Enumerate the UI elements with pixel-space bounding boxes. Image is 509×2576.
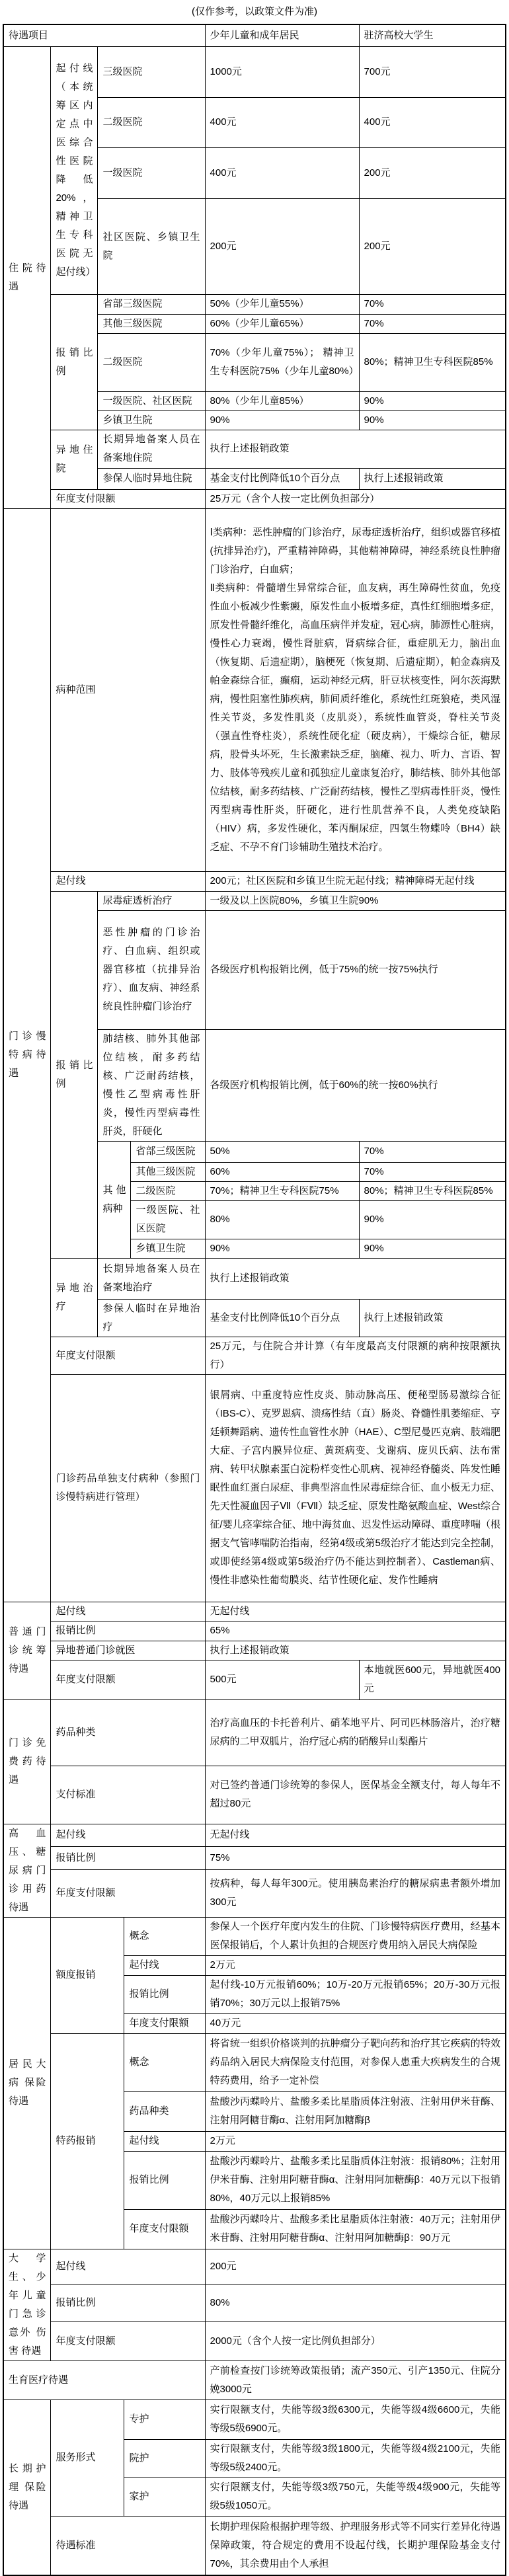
row-label-accident-annual: 年度支付限额	[51, 2322, 205, 2361]
value-resident: 50%（少年儿童55%）	[205, 294, 359, 314]
row-label-chronic-ratio: 报销比例	[51, 891, 98, 1258]
row-label-disease-scope: 病种范围	[51, 508, 205, 871]
value-merged: 盐酸沙丙蝶呤片、盐酸多柔比星脂质体注射液：报销80%；注射用伊米苷酶、注射用阿糖苷酶α、注射用阿加糖酶β：40万元以下报销80%，40万元以上报销85%	[205, 2151, 506, 2209]
value-merged: 75%	[205, 1847, 506, 1870]
value-resident: 400元	[205, 97, 359, 147]
table-row	[3, 1660, 506, 1699]
row-label-pay-standard: 支付标准	[51, 1766, 205, 1824]
table-row	[3, 1824, 506, 1847]
value-merged: 25万元，与住院合并计算（有年度最高支付限额的病种按限额执行）	[205, 1337, 506, 1374]
value-resident: 90%	[205, 410, 359, 430]
value-resident: 500元	[205, 1660, 359, 1699]
value-resident: 80%	[205, 1200, 359, 1239]
tier-label: 乡镇卫生院	[131, 1239, 205, 1258]
row-label-hosp-deductible: 起付线（本统筹区内定点中医综合性医院降低20%，精神卫生专科医院无起付线）	[51, 46, 98, 294]
table-row	[3, 1374, 506, 1602]
disease-label: 恶性肿瘤的门诊治疗、白血病、组织或器官移植（抗排异治疗）、血友病、神经系统良性肿瘤门诊治疗	[98, 910, 205, 1029]
section-general-outpatient: 普通门诊统筹待遇	[3, 1602, 51, 1699]
table-row	[3, 508, 506, 871]
value-student: 90%	[359, 391, 506, 410]
value-student: 执行上述报销政策	[359, 1299, 506, 1337]
row-label-care-standard: 待遇标准	[51, 2516, 205, 2575]
tier-label: 一级医院、社区医院	[131, 1200, 205, 1239]
value-merged: 2万元	[205, 2131, 506, 2151]
value-merged: 执行上述报销政策	[205, 430, 506, 468]
value-merged: 200元	[205, 2249, 506, 2284]
value-merged: 200元；社区医院和乡镇卫生院无起付线；精神障碍无起付线	[205, 871, 506, 891]
value-merged: 长期护理保险根据护理等级、护理服务形式等不同实行差异化待遇保障政策，符合规定的费用不设起付线，长期护理保险基金支付70%，其余费用由个人承担	[205, 2516, 506, 2575]
value-resident: 90%	[205, 1239, 359, 1258]
value-merged: 各级医疗机构报销比例，低于75%的统一按75%执行	[205, 910, 506, 1029]
value-merged: 2万元	[205, 1955, 506, 1975]
value-merged: 80%	[205, 2284, 506, 2322]
value-student: 200元	[359, 198, 506, 294]
tier-label: 二级医院	[131, 1181, 205, 1200]
section-htn-diabetes: 高血压、糖尿病门诊用药待遇	[3, 1824, 51, 1917]
section-long-term-care: 长期护理 保险待遇	[3, 2400, 51, 2575]
section-chronic-outpatient: 门诊慢特病待遇	[3, 508, 51, 1602]
value-resident: 50%	[205, 1141, 359, 1162]
table-row	[3, 1699, 506, 1766]
row-label-hosp-offsite: 异地住院	[51, 430, 98, 489]
tier-label: 参保人临时在异地治疗	[98, 1299, 205, 1337]
tier-label: 一级医院、社区医院	[98, 391, 205, 410]
value-student: 本地就医600元，异地就医400元	[359, 1660, 506, 1699]
value-merged: 实行限额支付，失能等级3级1800元，失能等级4级2100元，失能等级5级2400元。	[205, 2439, 506, 2478]
disease-class2: Ⅱ类病种：骨髓增生异常综合征，血友病，再生障碍性贫血，免疫性血小板减少性紫癜，原发性血小板增多症，真性红细胞增多症，原发性骨髓纤维化，高血压病伴并发症，冠心病，肺源性心脏病，慢性心力衰竭，慢性肾脏病，肾病综合征，重症肌无力，脑出血（恢复期、后遗症期），脑梗死（恢复期、后遗症期），帕金森病及帕金森综合征，癫痫，运动神经元病，肝豆状核变性，阿尔茨海默病，慢性阻塞性肺疾病，肺间质纤维化，系统性红斑狼疮，类风湿性关节炎，多发性肌炎（皮肌炎），系统性血管炎，脊柱关节炎（强直性脊柱炎），系统性硬化症（硬皮病），干燥综合征，糖尿病，股骨头坏死，生长激素缺乏症，脑瘫、视力、听力、言语、智力、肢体等残疾儿童和孤独症儿童康复治疗，肺结核、肺外其他部位结核，耐多药结核、广泛耐药结核，慢性乙型病毒性肝炎，慢性丙型病毒性肝炎，肝硬化，进行性肌营养不良，人类免疫缺陷（HIV）病，多发性硬化，苯丙酮尿症，四氢生物蝶呤（BH4）缺乏症、不孕不育门诊辅助生殖技术治疗。	[210, 582, 501, 853]
row-label-hosp-annual: 年度支付限额	[51, 489, 205, 508]
value-merged: 治疗高血压的卡托普利片、硝苯地平片、阿司匹林肠溶片，治疗糖尿病的二甲双胍片，治疗冠心病的硝酸异山梨酯片	[205, 1699, 506, 1766]
table-row	[3, 1602, 506, 1621]
tier-label: 社区医院、乡镇卫生院	[98, 198, 205, 294]
sub-label: 报销比例	[124, 2151, 205, 2209]
value-student: 70%	[359, 294, 506, 314]
sub-label: 专护	[124, 2400, 205, 2439]
sub-label: 年度支付限额	[124, 2209, 205, 2249]
section-free-drug: 门诊免费药待遇	[3, 1699, 51, 1824]
value-resident: 60%（少年儿童65%）	[205, 314, 359, 333]
value-merged: 执行上述报销政策	[205, 1258, 506, 1299]
value-merged: 盐酸沙丙蝶呤片、盐酸多柔比星脂质体注射液、注射用伊米苷酶、注射用阿糖苷酶α、注射用阿加糖酶β	[205, 2091, 506, 2131]
table-row	[3, 1641, 506, 1660]
tier-label: 其他三级医院	[98, 314, 205, 333]
tier-label: 三级医院	[98, 46, 205, 97]
row-label-htn-ratio: 报销比例	[51, 1847, 205, 1870]
value-merged: 2000元（含个人按一定比例负担部分）	[205, 2322, 506, 2361]
row-label-general-annual: 年度支付限额	[51, 1660, 205, 1699]
row-label-other-diseases: 其他病种	[98, 1141, 131, 1258]
sub-label: 家护	[124, 2478, 205, 2516]
table-row	[3, 489, 506, 508]
value-merged: 起付线-10万元报销60%；10万-20万元报销65%；20万-30万元报销70%；30万元以上报销75%	[205, 1975, 506, 2013]
value-merged: 40万元	[205, 2013, 506, 2033]
table-row	[3, 2322, 506, 2361]
row-label-special-drug: 特药报销	[51, 2033, 124, 2249]
section-maternity: 生育医疗待遇	[3, 2361, 205, 2400]
value-merged: 按病种，每人每年300元。使用胰岛素治疗的糖尿病患者额外增加300元	[205, 1870, 506, 1917]
value-merged: 各级医疗机构报销比例，低于60%的统一按60%执行	[205, 1029, 506, 1141]
disease-label: 尿毒症透析治疗	[98, 891, 205, 910]
table-row	[3, 2284, 506, 2322]
tier-label: 一级医院	[98, 147, 205, 198]
disease-label: 肺结核、肺外其他部位结核，耐多药结核、广泛耐药结核，慢性乙型病毒性肝炎，慢性丙型病毒性肝炎，肝硬化	[98, 1029, 205, 1141]
table-row	[3, 2033, 506, 2091]
row-label-general-deductible: 起付线	[51, 1602, 205, 1621]
value-resident: 1000元	[205, 46, 359, 97]
value-merged: 对已签约普通门诊统筹的参保人，医保基金全额支付，每人每年不超过80元	[205, 1766, 506, 1824]
row-label-chronic-annual: 年度支付限额	[51, 1337, 205, 1374]
row-label-general-ratio: 报销比例	[51, 1621, 205, 1641]
row-label-separate-drug: 门诊药品单独支付病种（参照门诊慢特病进行管理）	[51, 1374, 205, 1602]
value-merged: 实行限额支付，失能等级3级750元，失能等级4级900元，失能等级5级1050元。	[205, 2478, 506, 2516]
tier-label: 长期异地备案人员在备案地住院	[98, 430, 205, 468]
row-label-hosp-ratio: 报销比例	[51, 294, 98, 430]
value-student: 70%	[359, 1162, 506, 1181]
tier-label: 参保人临时异地住院	[98, 468, 205, 489]
value-disease-scope	[205, 508, 506, 871]
value-merged: 产前检查按门诊统筹政策报销；流产350元、引产1350元、住院分娩3000元	[205, 2361, 506, 2400]
value-student: 700元	[359, 46, 506, 97]
value-student: 70%	[359, 1141, 506, 1162]
sub-label: 药品种类	[124, 2091, 205, 2131]
tier-label: 二级医院	[98, 97, 205, 147]
table-row	[3, 871, 506, 891]
row-label-htn-annual: 年度支付限额	[51, 1870, 205, 1917]
tier-label: 其他三级医院	[131, 1162, 205, 1181]
row-label-chronic-offsite: 异地治疗	[51, 1258, 98, 1337]
value-student: 200元	[359, 147, 506, 198]
value-resident: 基金支付比例降低10个百分点	[205, 1299, 359, 1337]
disease-class1: Ⅰ类病种：恶性肿瘤的门诊治疗，尿毒症透析治疗，组织或器官移植(抗排异治疗)，严重精神障碍，其他精神障碍，神经系统良性肿瘤门诊治疗，白血病；	[210, 526, 501, 575]
value-merged: 盐酸沙丙蝶呤片、盐酸多柔比星脂质体注射液：40万元；注射用伊米苷酶、注射用阿糖苷酶α、注射用阿加糖酶β：90万元	[205, 2209, 506, 2249]
section-hospitalization: 住院待遇	[3, 46, 51, 508]
row-label-chronic-deductible: 起付线	[51, 871, 205, 891]
section-major-illness: 居民大病 保险待遇	[3, 1917, 51, 2249]
row-label-drug-kinds: 药品种类	[51, 1699, 205, 1766]
value-resident: 400元	[205, 147, 359, 198]
table-row	[3, 430, 506, 468]
section-accident: 大学生、少年儿童门急诊意外 伤害 待遇	[3, 2249, 51, 2361]
value-merged: 65%	[205, 1621, 506, 1641]
sub-label: 报销比例	[124, 1975, 205, 2013]
value-merged: 25万元（含个人按一定比例负担部分）	[205, 489, 506, 508]
sub-label: 起付线	[124, 2131, 205, 2151]
tier-label: 乡镇卫生院	[98, 410, 205, 430]
table-row	[3, 1870, 506, 1917]
sub-label: 院护	[124, 2439, 205, 2478]
table-row	[3, 2361, 506, 2400]
sub-label: 起付线	[124, 1955, 205, 1975]
sub-label: 概念	[124, 2033, 205, 2091]
tier-label: 二级医院	[98, 333, 205, 391]
tier-label: 省部三级医院	[131, 1141, 205, 1162]
tier-label: 长期异地备案人员在备案地治疗	[98, 1258, 205, 1299]
value-merged: 参保人一个医疗年度内发生的住院、门诊慢特病医疗费用，经基本医保报销后，个人累计负担的合规医疗费用纳入居民大病保险	[205, 1917, 506, 1955]
value-resident: 80%（少年儿童85%）	[205, 391, 359, 410]
value-merged: 执行上述报销政策	[205, 1641, 506, 1660]
sub-label: 年度支付限额	[124, 2013, 205, 2033]
value-student: 70%	[359, 314, 506, 333]
value-merged: 将省统一组织价格谈判的抗肿瘤分子靶向药和治疗其它疾病的特效药品纳入居民大病保险支付范围，对参保人患重大疾病发生的合规特药费用，给予一定补偿	[205, 2033, 506, 2091]
table-row	[3, 1917, 506, 1955]
value-resident: 70%；精神卫生专科医院75%	[205, 1181, 359, 1200]
table-row	[3, 2249, 506, 2284]
value-student: 90%	[359, 410, 506, 430]
row-label-accident-deductible: 起付线	[51, 2249, 205, 2284]
row-label-general-offsite: 异地普通门诊就医	[51, 1641, 205, 1660]
value-resident: 60%	[205, 1162, 359, 1181]
value-merged: 实行限额支付，失能等级3级6300元，失能等级4级6600元，失能等级5级6900元。	[205, 2400, 506, 2439]
value-student: 90%	[359, 1239, 506, 1258]
tier-label: 省部三级医院	[98, 294, 205, 314]
value-resident: 70%（少年儿童75%）； 精神卫生专科医院75%（少年儿童80%）	[205, 333, 359, 391]
value-student: 400元	[359, 97, 506, 147]
value-merged: 银屑病、中重度特应性皮炎、肺动脉高压、便秘型肠易激综合征（IBS-C）、克罗恩病、溃疡性结（直）肠炎、脊髓性肌萎缩症、亨廷顿舞蹈病、遗传性血管性水肿（HAE）、C型尼曼匹克病、肢端肥大症、子宫内膜异位症、黄斑病变、戈谢病、庞贝氏病、法布雷病、转甲状腺素蛋白淀粉样变性心肌病、视神经脊髓炎、阵发性睡眠性血红蛋白尿症、非典型溶血性尿毒症综合征、血小板无力症、先天性凝血因子Ⅶ（FⅦ）缺乏症、原发性酪氨酸血症、West综合征/婴儿痉挛综合征、地中海贫血、迟发性运动障碍、重度哮喘（根据支气管哮喘防治指南，经第4级或第5级治疗才能达到完全控制，或即使经第4级或第5级治疗仍不能达到控制者）、Castleman病、慢性非感染性葡萄膜炎、结节性硬化症、发作性睡病	[205, 1374, 506, 1602]
value-student: 80%；精神卫生专科医院85%	[359, 333, 506, 391]
table-row	[3, 2516, 506, 2575]
value-merged: 无起付线	[205, 1824, 506, 1847]
table-row	[3, 1766, 506, 1824]
table-row	[3, 891, 506, 910]
row-label-htn-deductible: 起付线	[51, 1824, 205, 1847]
value-resident: 基金支付比例降低10个百分点	[205, 468, 359, 489]
page-title: (仅作参考，以政策文件为准)	[192, 6, 317, 17]
table-row	[3, 1621, 506, 1641]
table-row	[3, 1337, 506, 1374]
header-item: 待遇项目	[3, 24, 205, 46]
sub-label: 概念	[124, 1917, 205, 1955]
table-row	[3, 294, 506, 314]
value-merged: 一级及以上医院80%，乡镇卫生院90%	[205, 891, 506, 910]
benefits-table	[3, 24, 506, 2576]
table-header-row	[3, 24, 506, 46]
value-merged: 无起付线	[205, 1602, 506, 1621]
row-label-service-form: 服务形式	[51, 2400, 124, 2516]
header-student: 驻济高校大学生	[359, 24, 506, 46]
table-row	[3, 1847, 506, 1870]
row-label-quota: 额度报销	[51, 1917, 124, 2033]
table-row	[3, 2400, 506, 2439]
value-student: 80%；精神卫生专科医院85%	[359, 1181, 506, 1200]
table-row	[3, 46, 506, 97]
value-student: 执行上述报销政策	[359, 468, 506, 489]
value-student: 90%	[359, 1200, 506, 1239]
header-resident: 少年儿童和成年居民	[205, 24, 359, 46]
value-resident: 200元	[205, 198, 359, 294]
row-label-accident-ratio: 报销比例	[51, 2284, 205, 2322]
table-row	[3, 1258, 506, 1299]
